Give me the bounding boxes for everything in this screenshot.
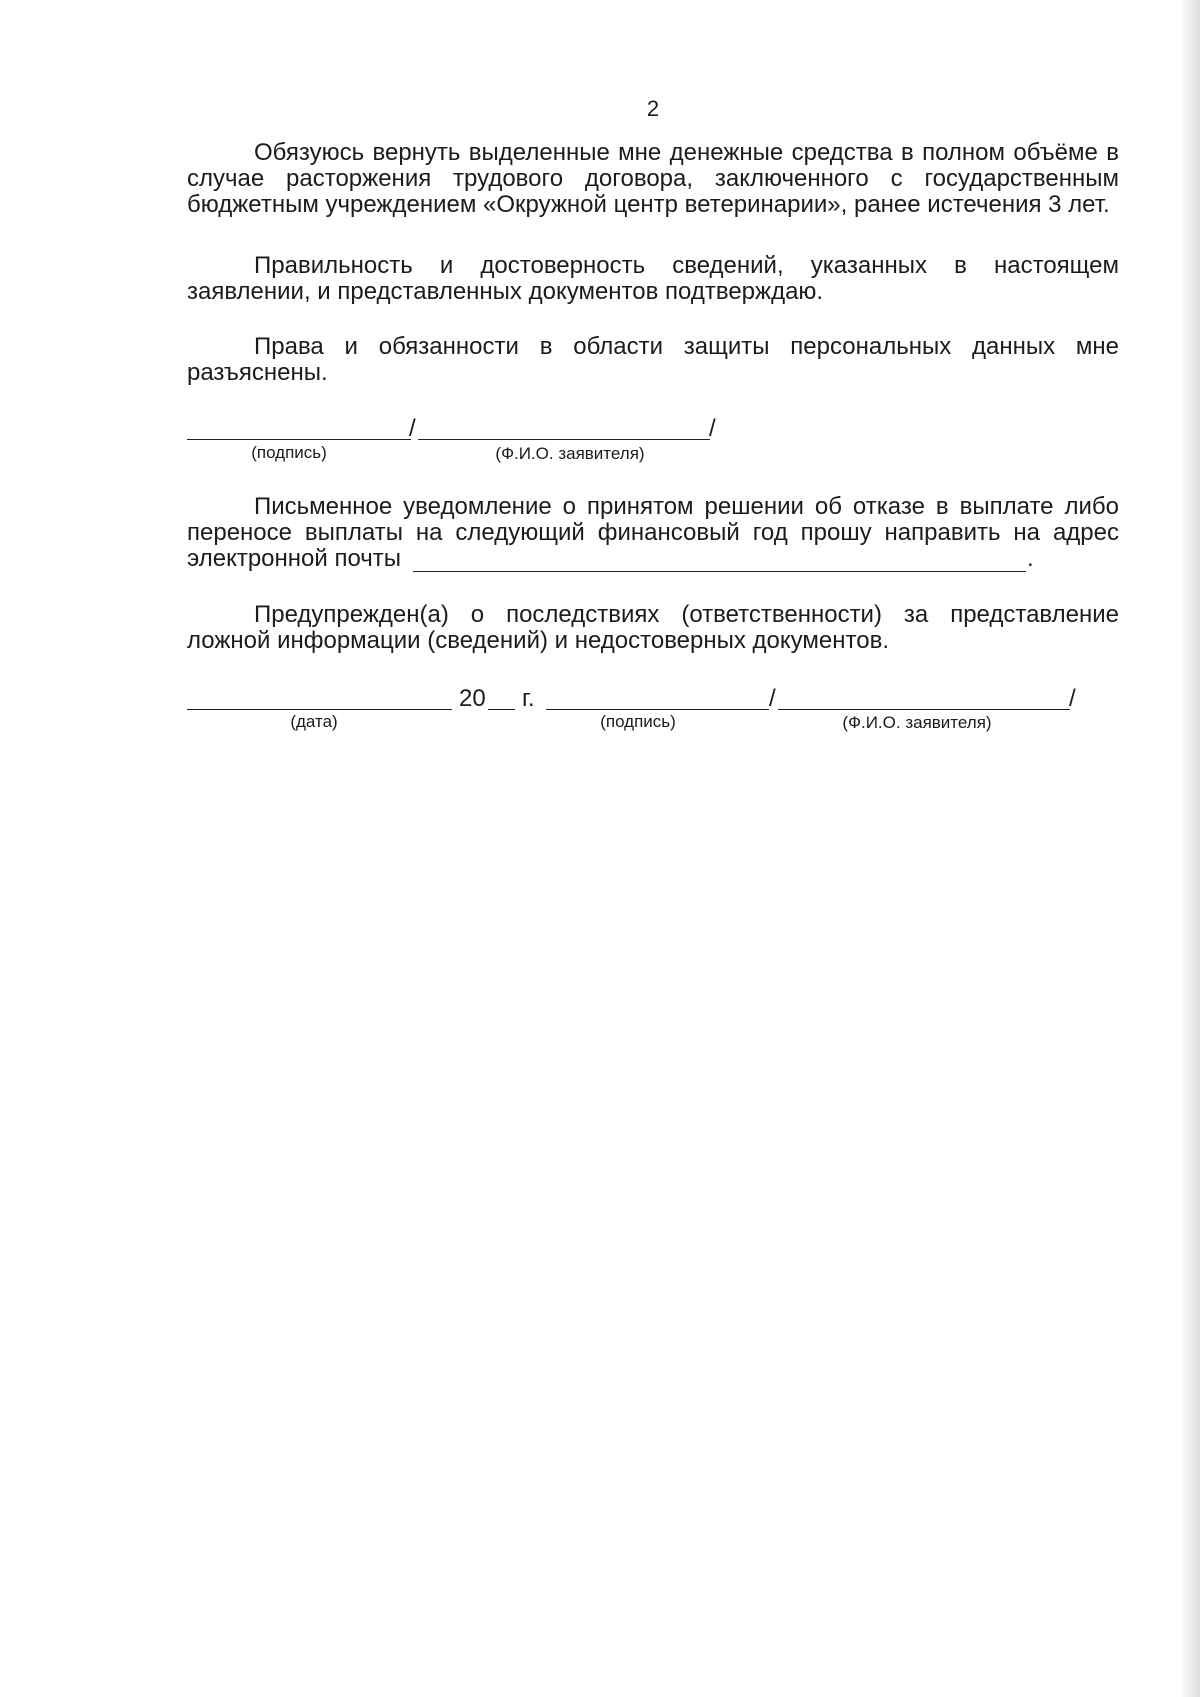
- signature-separator: /: [769, 685, 776, 712]
- date-caption: (дата): [290, 712, 338, 731]
- scan-edge-shadow: [1180, 0, 1200, 1697]
- year-prefix: 20: [459, 685, 486, 712]
- email-address-line[interactable]: [413, 571, 1026, 572]
- applicant-name-caption: (Ф.И.О. заявителя): [842, 713, 992, 732]
- signature-separator: /: [409, 415, 416, 442]
- email-label: электронной почты: [187, 545, 402, 572]
- year-suffix: г.: [522, 685, 535, 712]
- signature-line[interactable]: [546, 709, 769, 710]
- signature-caption: (подпись): [600, 712, 676, 731]
- notification-paragraph: Письменное уведомление о принятом решении об отказе в выплате либо переносе выплаты на следующий финансовый год прошу направить на адрес: [187, 493, 1119, 546]
- applicant-name-line[interactable]: [418, 439, 710, 440]
- year-line[interactable]: [488, 709, 515, 710]
- personal-data-paragraph: Права и обязанности в области защиты персональных данных мне разъяснены.: [187, 333, 1119, 386]
- date-line[interactable]: [187, 709, 452, 710]
- signature-closing-slash: /: [709, 415, 716, 442]
- accuracy-paragraph: Правильность и достоверность сведений, указанных в настоящем заявлении, и представленных документов подтверждаю.: [187, 252, 1119, 305]
- signature-caption: (подпись): [251, 443, 327, 462]
- signature-closing-slash: /: [1069, 685, 1076, 712]
- applicant-name-line[interactable]: [778, 709, 1070, 710]
- applicant-name-caption: (Ф.И.О. заявителя): [495, 444, 645, 463]
- page-number: 2: [646, 96, 660, 121]
- warning-paragraph: Предупрежден(а) о последствиях (ответственности) за представление ложной информации (сведений) и недостоверных документов.: [187, 601, 1119, 654]
- email-line-end: .: [1027, 545, 1034, 572]
- obligation-paragraph: Обязуюсь вернуть выделенные мне денежные средства в полном объёме в случае расторжения трудового договора, заключенного с государственным бюджетным учреждением «Окружной центр ветеринарии», ранее истечения 3 лет.: [187, 139, 1119, 218]
- signature-line[interactable]: [187, 439, 411, 440]
